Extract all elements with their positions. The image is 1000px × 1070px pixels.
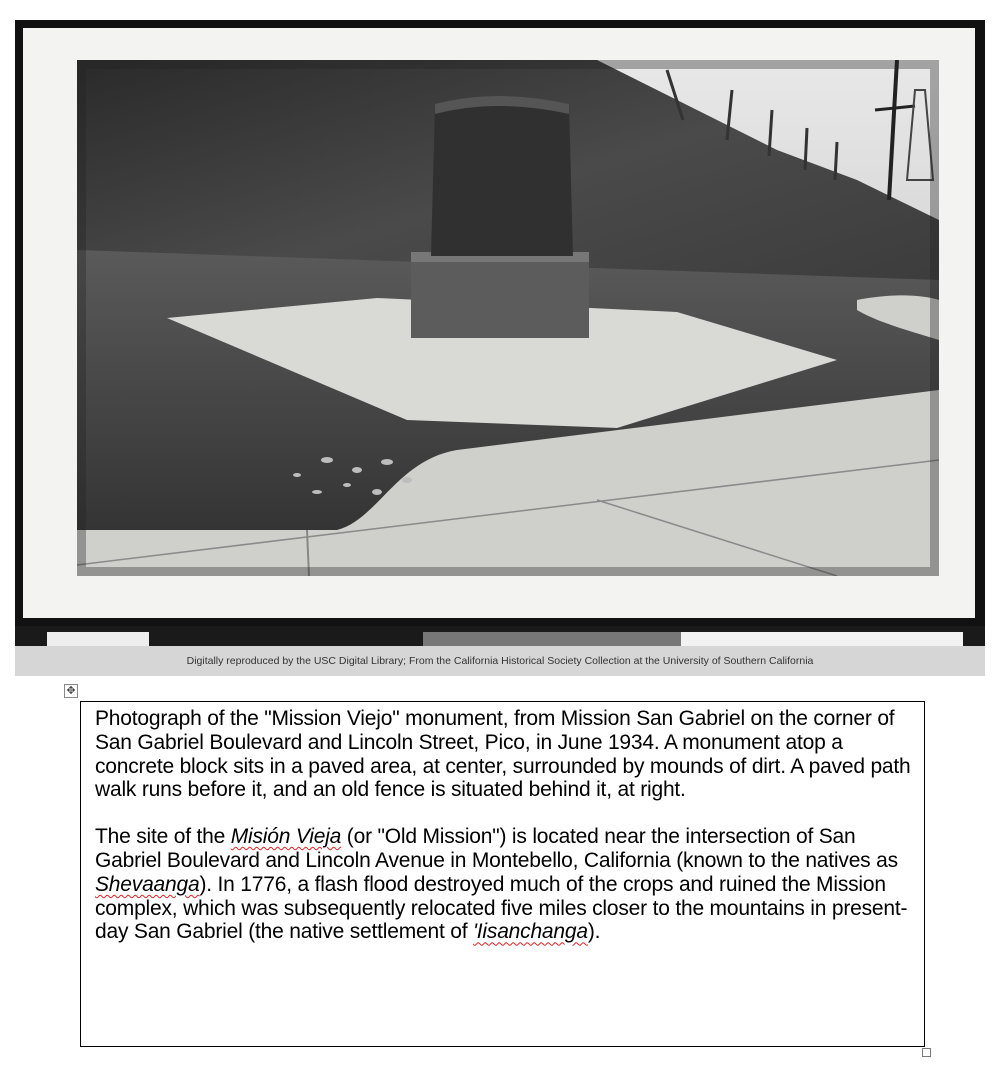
caption-text: ). In 1776, a flash flood destroyed much of the crops and ruined the Mission complex, which was subsequently relocated five miles closer to the mountains in present-day San Gabriel (the native settlement of [95, 872, 908, 944]
photo-credit: Digitally reproduced by the USC Digital Library; From the California Historical Society Collection at the University of Southern California [15, 646, 985, 676]
photo-mount-paper [23, 28, 975, 618]
caption-italic-term: 'Iisanchanga [472, 920, 588, 944]
caption-text: The site of the [95, 825, 231, 849]
film-edge-strip [15, 626, 985, 646]
caption-paragraph-1: Photograph of the "Mission Viejo" monument, from Mission San Gabriel on the corner of San Gabriel Boulevard and Lincoln Street, Pico, in June 1934. A monument atop a concrete block sits in a paved area, at center, surrounded by mounds of dirt. A paved path walk runs before it, and an old fence is situated behind it, at right. [95, 707, 911, 802]
caption-text: (or "Old Mission") is located near the intersection of San Gabriel Boulevard and Lincoln Avenue in Montebello, California (known to the natives as [95, 825, 898, 872]
caption-paragraph-2 [95, 825, 914, 944]
caption-box [80, 701, 925, 1047]
monument-photograph [77, 60, 939, 576]
caption-italic-term: Shevaanga [95, 872, 200, 896]
monument-scene [77, 60, 939, 576]
scanned-photo-mount [15, 20, 985, 676]
move-cross-icon[interactable]: ✥ [64, 684, 78, 698]
caption-italic-term: Misión Vieja [230, 825, 342, 849]
resize-handle[interactable] [922, 1048, 931, 1057]
caption-text: ). [587, 920, 601, 944]
